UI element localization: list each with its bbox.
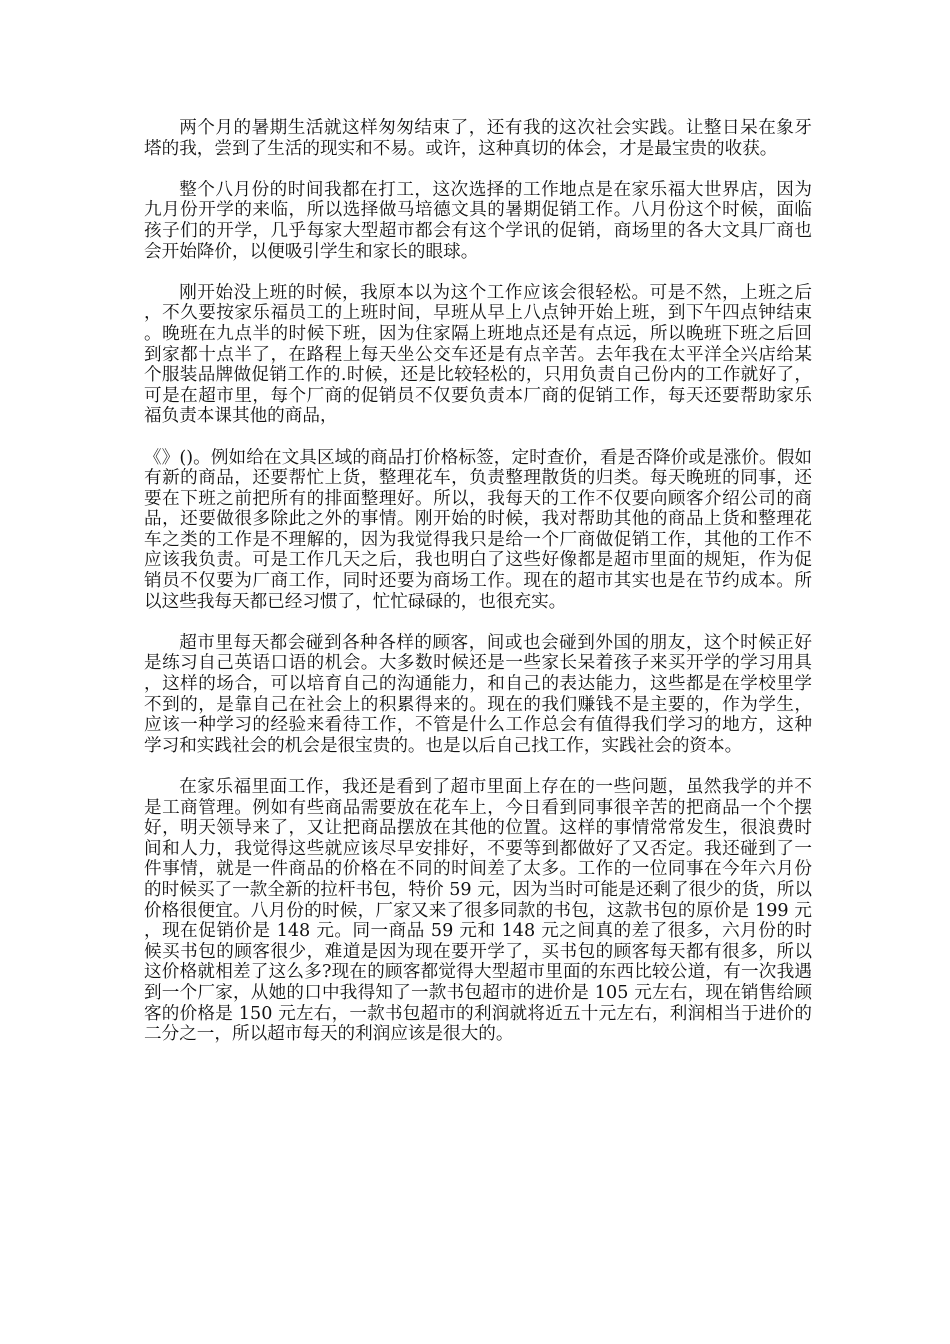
paragraph-6: 在家乐福里面工作，我还是看到了超市里面上存在的一些问题，虽然我学的并不是工商管理。例如有些商品需要放在花车上，今日看到同事很辛苦的把商品一个个摆好，明天领导来了，又让把商品摆放在其他的位置。这样的事情常常发生，很浪费时间和人力，我觉得这些就应该尽早安排好，不要等到都做好了又否定。我还碰到了一件事情，就是一件商品的价格在不同的时间差了太多。工作的一位同事在今年六月份的时候买了一款全新的拉杆书包，特价 59 元，因为当时可能是还剩了很少的货，所以价格很便宜。八月份的时候，厂家又来了很多同款的书包，这款书包的原价是 199 元，现在促销价是 148 元。同一商品 59 元和 148 元之间真的差了很多，六月份的时候买书包的顾客很少，难道是因为现在要开学了，买书包的顾客每天都有很多，所以这价格就相差了这么多?现在的顾客都觉得大型超市里面的东西比较公道，有一次我遇到一个厂家，从她的口中我得知了一款书包超市的进价是 105 元左右，现在销售给顾客的价格是 150 元左右，一款书包超市的利润就将近五十元左右，利润相当于进价的二分之一，所以超市每天的利润应该是很大的。 [144,777,812,1045]
paragraph-4: 《》()。例如给在文具区域的商品打价格标签，定时查价，看是否降价或是涨价。假如有新的商品，还要帮忙上货，整理花车，负责整理散货的归类。每天晚班的同事，还要在下班之前把所有的排面整理好。所以，我每天的工作不仅要向顾客介绍公司的商品，还要做很多除此之外的事情。刚开始的时候，我对帮助其他的商品上货和整理花车之类的工作是不理解的，因为我觉得我只是给一个厂商做促销工作，其他的工作不应该我负责。可是工作几天之后，我也明白了这些好像都是超市里面的规矩，作为促销员不仅要为厂商工作，同时还要为商场工作。现在的超市其实也是在节约成本。所以这些我每天都已经习惯了，忙忙碌碌的，也很充实。 [144,447,812,612]
paragraph-2: 整个八月份的时间我都在打工，这次选择的工作地点是在家乐福大世界店，因为九月份开学的来临，所以选择做马培德文具的暑期促销工作。八月份这个时候，面临孩子们的开学，几乎每家大型超市都会有这个学讯的促销，商场里的各大文具厂商也会开始降价，以便吸引学生和家长的眼球。 [144,179,812,262]
paragraph-5: 超市里每天都会碰到各种各样的顾客，间或也会碰到外国的朋友，这个时候正好是练习自己英语口语的机会。大多数时候还是一些家长呆着孩子来买开学的学习用具，这样的场合，可以培育自己的沟通能力，和自己的表达能力，这些都是在学校里学不到的，是靠自己在社会上的积累得来的。现在的我们赚钱不是主要的，作为学生，应该一种学习的经验来看待工作，不管是什么工作总会有值得我们学习的地方，这种学习和实践社会的机会是很宝贵的。也是以后自己找工作，实践社会的资本。 [144,632,812,756]
paragraph-1: 两个月的暑期生活就这样匆匆结束了，还有我的这次社会实践。让整日呆在象牙塔的我，尝到了生活的现实和不易。或许，这种真切的体会，才是最宝贵的收获。 [144,118,812,159]
document-body [144,118,812,1065]
paragraph-3: 刚开始没上班的时候，我原本以为这个工作应该会很轻松。可是不然，上班之后，不久要按家乐福员工的上班时间，早班从早上八点钟开始上班，到下午四点钟结束。晚班在九点半的时候下班，因为住家隔上班地点还是有点远，所以晚班下班之后回到家都十点半了，在路程上每天坐公交车还是有点辛苦。去年我在太平洋全兴店给某个服装品牌做促销工作的.时候，还是比较轻松的，只用负责自己份内的工作就好了，可是在超市里，每个厂商的促销员不仅要负责本厂商的促销工作，每天还要帮助家乐福负责本课其他的商品， [144,282,812,427]
